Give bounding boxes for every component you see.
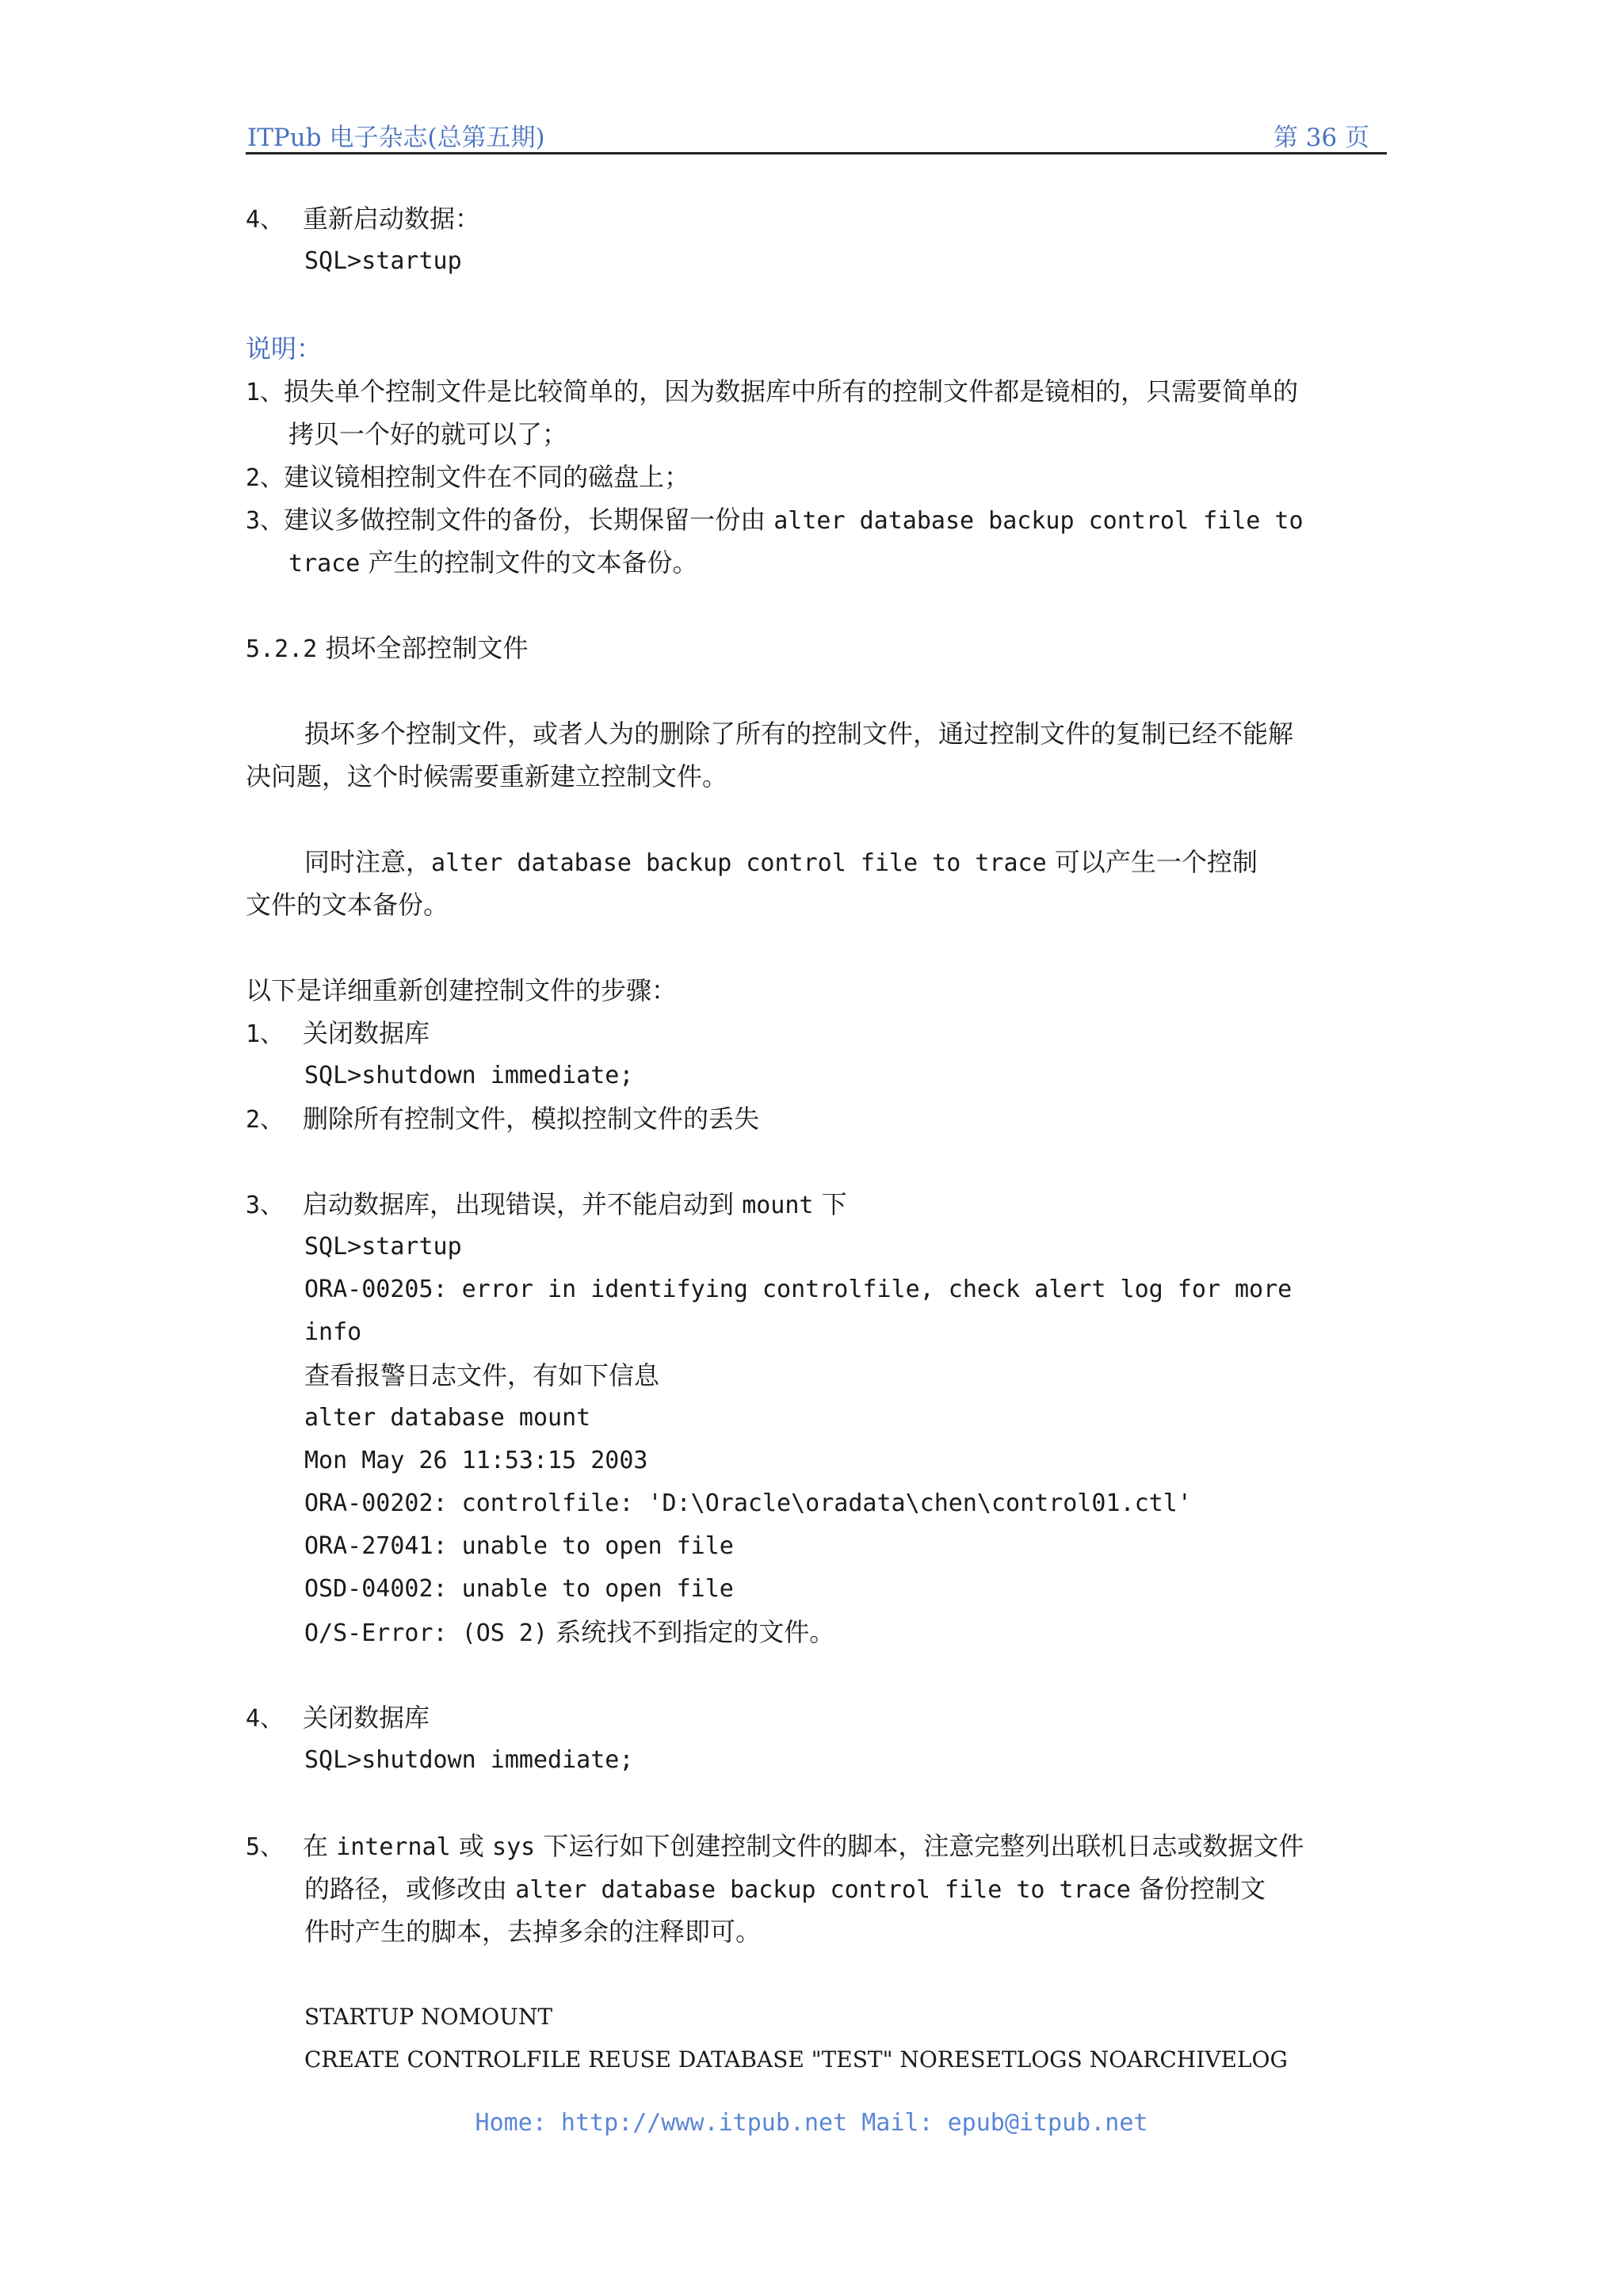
magazine-title: ITPub 电子杂志(总第五期) bbox=[247, 124, 545, 152]
page-header bbox=[246, 113, 1387, 154]
code-line: SQL>startup bbox=[304, 1233, 462, 1261]
note-item-2: 2、建议镜相控制文件在不同的磁盘上； bbox=[246, 462, 690, 492]
step-4: 4、 关闭数据库 bbox=[246, 1703, 430, 1733]
step-1: 1、 关闭数据库 bbox=[246, 1018, 430, 1048]
step-2: 2、 删除所有控制文件，模拟控制文件的丢失 bbox=[246, 1104, 760, 1134]
code-line: ORA-27041: unable to open file bbox=[304, 1532, 734, 1560]
code-line: ORA-00202: controlfile: 'D:\Oracle\oradata\chen\control01.ctl' bbox=[304, 1489, 1192, 1517]
paragraph-2-line-2: 文件的文本备份。 bbox=[246, 890, 449, 920]
page-number: 第 36 页 bbox=[1273, 124, 1369, 152]
step-5-cont: 的路径，或修改由 alter database backup control file to trace 备份控制文 bbox=[304, 1874, 1266, 1904]
paragraph-2-line-1: 同时注意，alter database backup control file to trace 可以产生一个控制 bbox=[304, 847, 1258, 877]
note-item-1: 1、损失单个控制文件是比较简单的，因为数据库中所有的控制文件都是镜相的，只需要简单的 bbox=[246, 376, 1299, 406]
step-5: 5、 在 internal 或 sys 下运行如下创建控制文件的脚本，注意完整列出联机日志或数据文件 bbox=[246, 1831, 1304, 1861]
note-item-1-cont: 拷贝一个好的就可以了； bbox=[288, 419, 568, 449]
script-line: CREATE CONTROLFILE REUSE DATABASE "TEST" NORESETLOGS NOARCHIVELOG bbox=[304, 2046, 1288, 2073]
paragraph-1-line-1: 损坏多个控制文件，或者人为的删除了所有的控制文件，通过控制文件的复制已经不能解 bbox=[304, 719, 1294, 749]
step-restart: 4、 重新启动数据： bbox=[246, 204, 481, 234]
script-line: STARTUP NOMOUNT bbox=[304, 2004, 553, 2030]
code-line: O/S-Error: (OS 2) 系统找不到指定的文件。 bbox=[304, 1617, 835, 1647]
code-line: SQL>shutdown immediate; bbox=[304, 1062, 634, 1089]
text-line: 查看报警日志文件，有如下信息 bbox=[304, 1360, 660, 1390]
code-line: alter database mount bbox=[304, 1404, 591, 1432]
section-heading: 5.2.2 损坏全部控制文件 bbox=[246, 633, 529, 663]
step-5-cont: 件时产生的脚本，去掉多余的注释即可。 bbox=[304, 1917, 762, 1947]
code-line: SQL>shutdown immediate; bbox=[304, 1746, 634, 1774]
step-3: 3、 启动数据库，出现错误，并不能启动到 mount 下 bbox=[246, 1189, 847, 1219]
code-line: ORA-00205: error in identifying controlfile, check alert log for more bbox=[304, 1276, 1293, 1303]
code-line: OSD-04002: unable to open file bbox=[304, 1575, 734, 1603]
paragraph-1-line-2: 决问题，这个时候需要重新建立控制文件。 bbox=[246, 761, 728, 791]
code-line: Mon May 26 11:53:15 2003 bbox=[304, 1447, 648, 1474]
note-item-3-cont: trace 产生的控制文件的文本备份。 bbox=[288, 547, 698, 578]
steps-intro: 以下是详细重新创建控制文件的步骤： bbox=[246, 975, 678, 1005]
code-line: info bbox=[304, 1318, 362, 1346]
note-title: 说明： bbox=[246, 334, 323, 364]
code-line: SQL>startup bbox=[304, 247, 462, 275]
page-footer: Home: http://www.itpub.net Mail: epub@itpub.net bbox=[475, 2109, 1148, 2137]
note-item-3: 3、建议多做控制文件的备份，长期保留一份由 alter database backup control file to bbox=[246, 505, 1304, 535]
